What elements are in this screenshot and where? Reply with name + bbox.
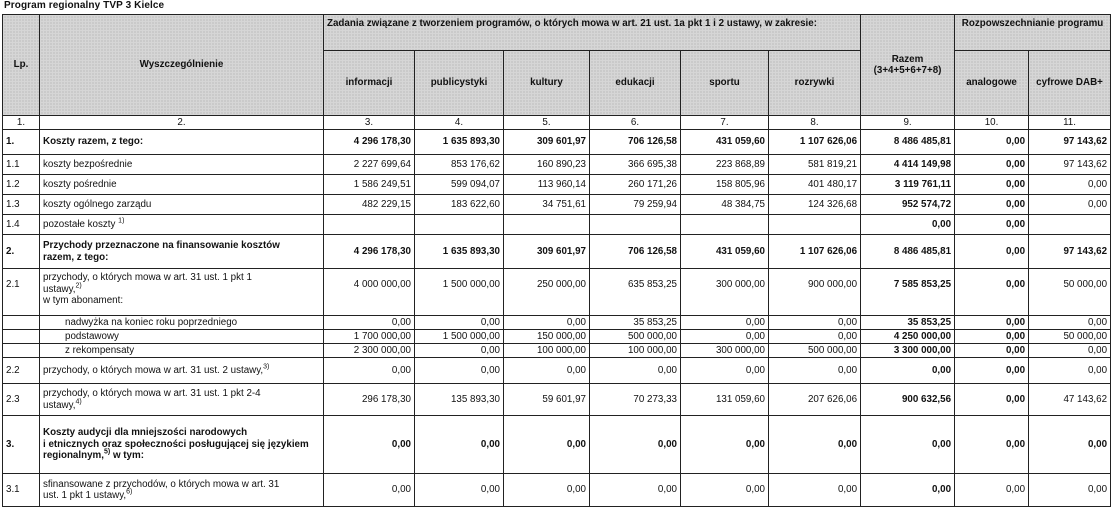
- cell-value: 0,00: [1029, 175, 1111, 195]
- cell-value: 0,00: [324, 474, 415, 507]
- cell-value: 2 300 000,00: [324, 344, 415, 358]
- cell-value: 4 296 178,30: [324, 235, 415, 269]
- cell-value: 0,00: [1029, 416, 1111, 474]
- cell-value: 3 119 761,11: [861, 175, 955, 195]
- colnum: 6.: [590, 116, 681, 130]
- cell-value: 260 171,26: [590, 175, 681, 195]
- cell-value: 0,00: [769, 358, 861, 384]
- colnum: 5.: [504, 116, 590, 130]
- header-zadania: Zadania związane z tworzeniem programów, o których mowa w art. 21 ust. 1a pkt 1 i 2 ustawy, w zakresie:: [324, 15, 861, 51]
- cell-value: 50 000,00: [1029, 330, 1111, 344]
- cell-value: 1 500 000,00: [415, 330, 504, 344]
- header-col-edukacji: edukacji: [590, 51, 681, 116]
- cell-value: 0,00: [590, 358, 681, 384]
- colnum: 4.: [415, 116, 504, 130]
- cell-value: 0,00: [955, 358, 1029, 384]
- row-lp: 1.1: [3, 155, 40, 175]
- cell-value: 0,00: [861, 358, 955, 384]
- cell-value: 3 300 000,00: [861, 344, 955, 358]
- cell-value: 47 143,62: [1029, 384, 1111, 416]
- cell-value: 0,00: [415, 344, 504, 358]
- cell-value: 0,00: [861, 215, 955, 235]
- cell-value: 0,00: [1029, 474, 1111, 507]
- footnote-ref: 3): [263, 363, 270, 371]
- page-title: Program regionalny TVP 3 Kielce: [4, 0, 165, 11]
- cell-value: 0,00: [1029, 358, 1111, 384]
- cell-value: 59 601,97: [504, 384, 590, 416]
- cell-value: 0,00: [955, 316, 1029, 330]
- cell-value: 1 107 626,06: [769, 235, 861, 269]
- cell-value: 0,00: [861, 416, 955, 474]
- cell-value: 0,00: [955, 416, 1029, 474]
- cell-value: 0,00: [324, 416, 415, 474]
- cell-value: 0,00: [590, 416, 681, 474]
- row-label: koszty bezpośrednie: [40, 155, 324, 175]
- cell-value: 113 960,14: [504, 175, 590, 195]
- cell-value: 1 586 249,51: [324, 175, 415, 195]
- row-lp: 2.: [3, 235, 40, 269]
- cell-value: 4 296 178,30: [324, 130, 415, 155]
- cell-value: 0,00: [955, 155, 1029, 175]
- cell-value: 1 635 893,30: [415, 235, 504, 269]
- cell-value: 431 059,60: [681, 235, 769, 269]
- cell-value: 0,00: [1029, 195, 1111, 215]
- cell-value: 7 585 853,25: [861, 269, 955, 316]
- cell-value: [1029, 215, 1111, 235]
- table-row: [3, 155, 1111, 175]
- column-numbers-row: [3, 116, 1111, 130]
- cell-value: 0,00: [324, 358, 415, 384]
- table-row: [3, 235, 1111, 269]
- cell-value: 0,00: [955, 384, 1029, 416]
- cell-value: 8 486 485,81: [861, 130, 955, 155]
- table-row: [3, 269, 1111, 316]
- header-col-sportu: sportu: [681, 51, 769, 116]
- cell-value: 8 486 485,81: [861, 235, 955, 269]
- header-col-publicystyki: publicystyki: [415, 51, 504, 116]
- cell-value: 100 000,00: [504, 344, 590, 358]
- table-row: [3, 215, 1111, 235]
- footnote-ref: 2): [75, 282, 82, 290]
- header-col-kultury: kultury: [504, 51, 590, 116]
- cell-value: 599 094,07: [415, 175, 504, 195]
- cell-value: 0,00: [769, 316, 861, 330]
- cell-value: 309 601,97: [504, 235, 590, 269]
- cell-value: 160 890,23: [504, 155, 590, 175]
- table-row: [3, 358, 1111, 384]
- cell-value: 0,00: [504, 316, 590, 330]
- cell-value: 0,00: [681, 358, 769, 384]
- header-col-informacji: informacji: [324, 51, 415, 116]
- row-lp: 1.: [3, 130, 40, 155]
- table-row: [3, 330, 1111, 344]
- cell-value: 296 178,30: [324, 384, 415, 416]
- row-label: z rekompensaty: [40, 344, 324, 358]
- table-row: [3, 175, 1111, 195]
- cell-value: 97 143,62: [1029, 235, 1111, 269]
- row-lp: 1.4: [3, 215, 40, 235]
- colnum: 1.: [3, 116, 40, 130]
- cell-value: 2 227 699,64: [324, 155, 415, 175]
- cell-value: 183 622,60: [415, 195, 504, 215]
- cell-value: 1 635 893,30: [415, 130, 504, 155]
- header-rozpowszechnianie: Rozpowszechnianie programu: [955, 15, 1111, 51]
- cell-value: 0,00: [415, 416, 504, 474]
- row-label: przychody, o których mowa w art. 31 ust. 1 pkt 1 ustawy,$^{2)}$ w tym abonament:: [40, 269, 324, 316]
- cell-value: 581 819,21: [769, 155, 861, 175]
- cell-value: 0,00: [504, 358, 590, 384]
- table-row: [3, 384, 1111, 416]
- cell-value: 97 143,62: [1029, 155, 1111, 175]
- header-col-rozrywki: rozrywki: [769, 51, 861, 116]
- header-wyszczegolnienie: Wyszczególnienie: [40, 15, 324, 116]
- cell-value: 131 059,60: [681, 384, 769, 416]
- cell-value: 0,00: [955, 130, 1029, 155]
- cell-value: 48 384,75: [681, 195, 769, 215]
- cell-value: 0,00: [769, 474, 861, 507]
- colnum: 9.: [861, 116, 955, 130]
- cell-value: 309 601,97: [504, 130, 590, 155]
- cell-value: 1 700 000,00: [324, 330, 415, 344]
- cell-value: 0,00: [681, 316, 769, 330]
- cell-value: 635 853,25: [590, 269, 681, 316]
- cell-value: [681, 215, 769, 235]
- cell-value: 706 126,58: [590, 130, 681, 155]
- cell-value: 401 480,17: [769, 175, 861, 195]
- row-lp: 2.2: [3, 358, 40, 384]
- header-cyfrowe: cyfrowe DAB+: [1029, 51, 1111, 116]
- footnote-ref: 1): [118, 217, 125, 225]
- cell-value: 124 326,68: [769, 195, 861, 215]
- cell-value: 0,00: [415, 358, 504, 384]
- cell-value: 97 143,62: [1029, 130, 1111, 155]
- colnum: 3.: [324, 116, 415, 130]
- cell-value: 0,00: [861, 474, 955, 507]
- cell-value: 158 805,96: [681, 175, 769, 195]
- cell-value: 35 853,25: [861, 316, 955, 330]
- row-lp: 2.3: [3, 384, 40, 416]
- row-label: nadwyżka na koniec roku poprzedniego: [40, 316, 324, 330]
- footnote-ref: 5): [103, 448, 111, 456]
- cell-value: 0,00: [955, 344, 1029, 358]
- row-lp: 3.: [3, 416, 40, 474]
- row-label: podstawowy: [40, 330, 324, 344]
- table-row: [3, 195, 1111, 215]
- cell-value: 0,00: [1029, 344, 1111, 358]
- header-analogowe: analogowe: [955, 51, 1029, 116]
- cell-value: [415, 215, 504, 235]
- cell-value: 0,00: [955, 215, 1029, 235]
- cell-value: 0,00: [415, 474, 504, 507]
- cell-value: 0,00: [590, 474, 681, 507]
- table-row: [3, 474, 1111, 507]
- cell-value: 706 126,58: [590, 235, 681, 269]
- cell-value: 1 107 626,06: [769, 130, 861, 155]
- cell-value: 431 059,60: [681, 130, 769, 155]
- cell-value: 300 000,00: [681, 269, 769, 316]
- cell-value: [324, 215, 415, 235]
- row-label: pozostałe koszty $^{1)}$: [40, 215, 324, 235]
- cell-value: 0,00: [955, 175, 1029, 195]
- row-lp: 1.3: [3, 195, 40, 215]
- row-label: przychody, o których mowa w art. 31 ust. 1 pkt 2-4 ustawy,$^{4)}$: [40, 384, 324, 416]
- cell-value: 250 000,00: [504, 269, 590, 316]
- cell-value: 0,00: [955, 330, 1029, 344]
- row-label: Koszty razem, z tego:: [40, 130, 324, 155]
- cell-value: 300 000,00: [681, 344, 769, 358]
- cell-value: 135 893,30: [415, 384, 504, 416]
- row-label: przychody, o których mowa w art. 31 ust. 2 ustawy,$^{3)}$: [40, 358, 324, 384]
- cell-value: 4 000 000,00: [324, 269, 415, 316]
- table-row: [3, 130, 1111, 155]
- cell-value: 853 176,62: [415, 155, 504, 175]
- cell-value: [590, 215, 681, 235]
- header-lp: Lp.: [3, 15, 40, 116]
- cell-value: 4 414 149,98: [861, 155, 955, 175]
- table-row: [3, 344, 1111, 358]
- row-label: sfinansowane z przychodów, o których mowa w art. 31 ust. 1 pkt 1 ustawy,$^{6)}$: [40, 474, 324, 507]
- cell-value: 35 853,25: [590, 316, 681, 330]
- cell-value: 0,00: [955, 269, 1029, 316]
- cell-value: 0,00: [955, 474, 1029, 507]
- cell-value: 482 229,15: [324, 195, 415, 215]
- colnum: 11.: [1029, 116, 1111, 130]
- cell-value: [504, 215, 590, 235]
- row-lp: 3.1: [3, 474, 40, 507]
- row-lp: 2.1: [3, 269, 40, 316]
- cell-value: 4 250 000,00: [861, 330, 955, 344]
- colnum: 8.: [769, 116, 861, 130]
- cell-value: 79 259,94: [590, 195, 681, 215]
- report-table: [2, 14, 1111, 507]
- colnum: 10.: [955, 116, 1029, 130]
- cell-value: 0,00: [681, 416, 769, 474]
- cell-value: 100 000,00: [590, 344, 681, 358]
- cell-value: 34 751,61: [504, 195, 590, 215]
- cell-value: 0,00: [324, 316, 415, 330]
- row-label: Przychody przeznaczone na finansowanie kosztów razem, z tego:: [40, 235, 324, 269]
- cell-value: 70 273,33: [590, 384, 681, 416]
- cell-value: 0,00: [504, 474, 590, 507]
- row-label: koszty ogólnego zarządu: [40, 195, 324, 215]
- cell-value: 500 000,00: [590, 330, 681, 344]
- colnum: 7.: [681, 116, 769, 130]
- cell-value: 0,00: [415, 316, 504, 330]
- cell-value: 0,00: [769, 330, 861, 344]
- cell-value: 0,00: [769, 416, 861, 474]
- cell-value: 0,00: [1029, 316, 1111, 330]
- row-label: Koszty audycji dla mniejszości narodowych i etnicznych oraz społeczności posługującej się językiem regionalnym,$^{5)}$ w tym:: [40, 416, 324, 474]
- row-lp: 1.2: [3, 175, 40, 195]
- cell-value: 0,00: [681, 474, 769, 507]
- header-razem: Razem (3+4+5+6+7+8): [861, 15, 955, 116]
- colnum: 2.: [40, 116, 324, 130]
- cell-value: 0,00: [681, 330, 769, 344]
- cell-value: 50 000,00: [1029, 269, 1111, 316]
- cell-value: 0,00: [504, 416, 590, 474]
- cell-value: 0,00: [955, 235, 1029, 269]
- cell-value: 900 000,00: [769, 269, 861, 316]
- cell-value: 207 626,06: [769, 384, 861, 416]
- cell-value: 223 868,89: [681, 155, 769, 175]
- row-label: koszty pośrednie: [40, 175, 324, 195]
- cell-value: 366 695,38: [590, 155, 681, 175]
- footnote-ref: 4): [75, 398, 82, 406]
- cell-value: 150 000,00: [504, 330, 590, 344]
- cell-value: 500 000,00: [769, 344, 861, 358]
- cell-value: 1 500 000,00: [415, 269, 504, 316]
- cell-value: [769, 215, 861, 235]
- cell-value: 0,00: [955, 195, 1029, 215]
- footnote-ref: 6): [126, 488, 133, 496]
- table-row: [3, 316, 1111, 330]
- table-row: [3, 416, 1111, 474]
- cell-value: 952 574,72: [861, 195, 955, 215]
- cell-value: 900 632,56: [861, 384, 955, 416]
